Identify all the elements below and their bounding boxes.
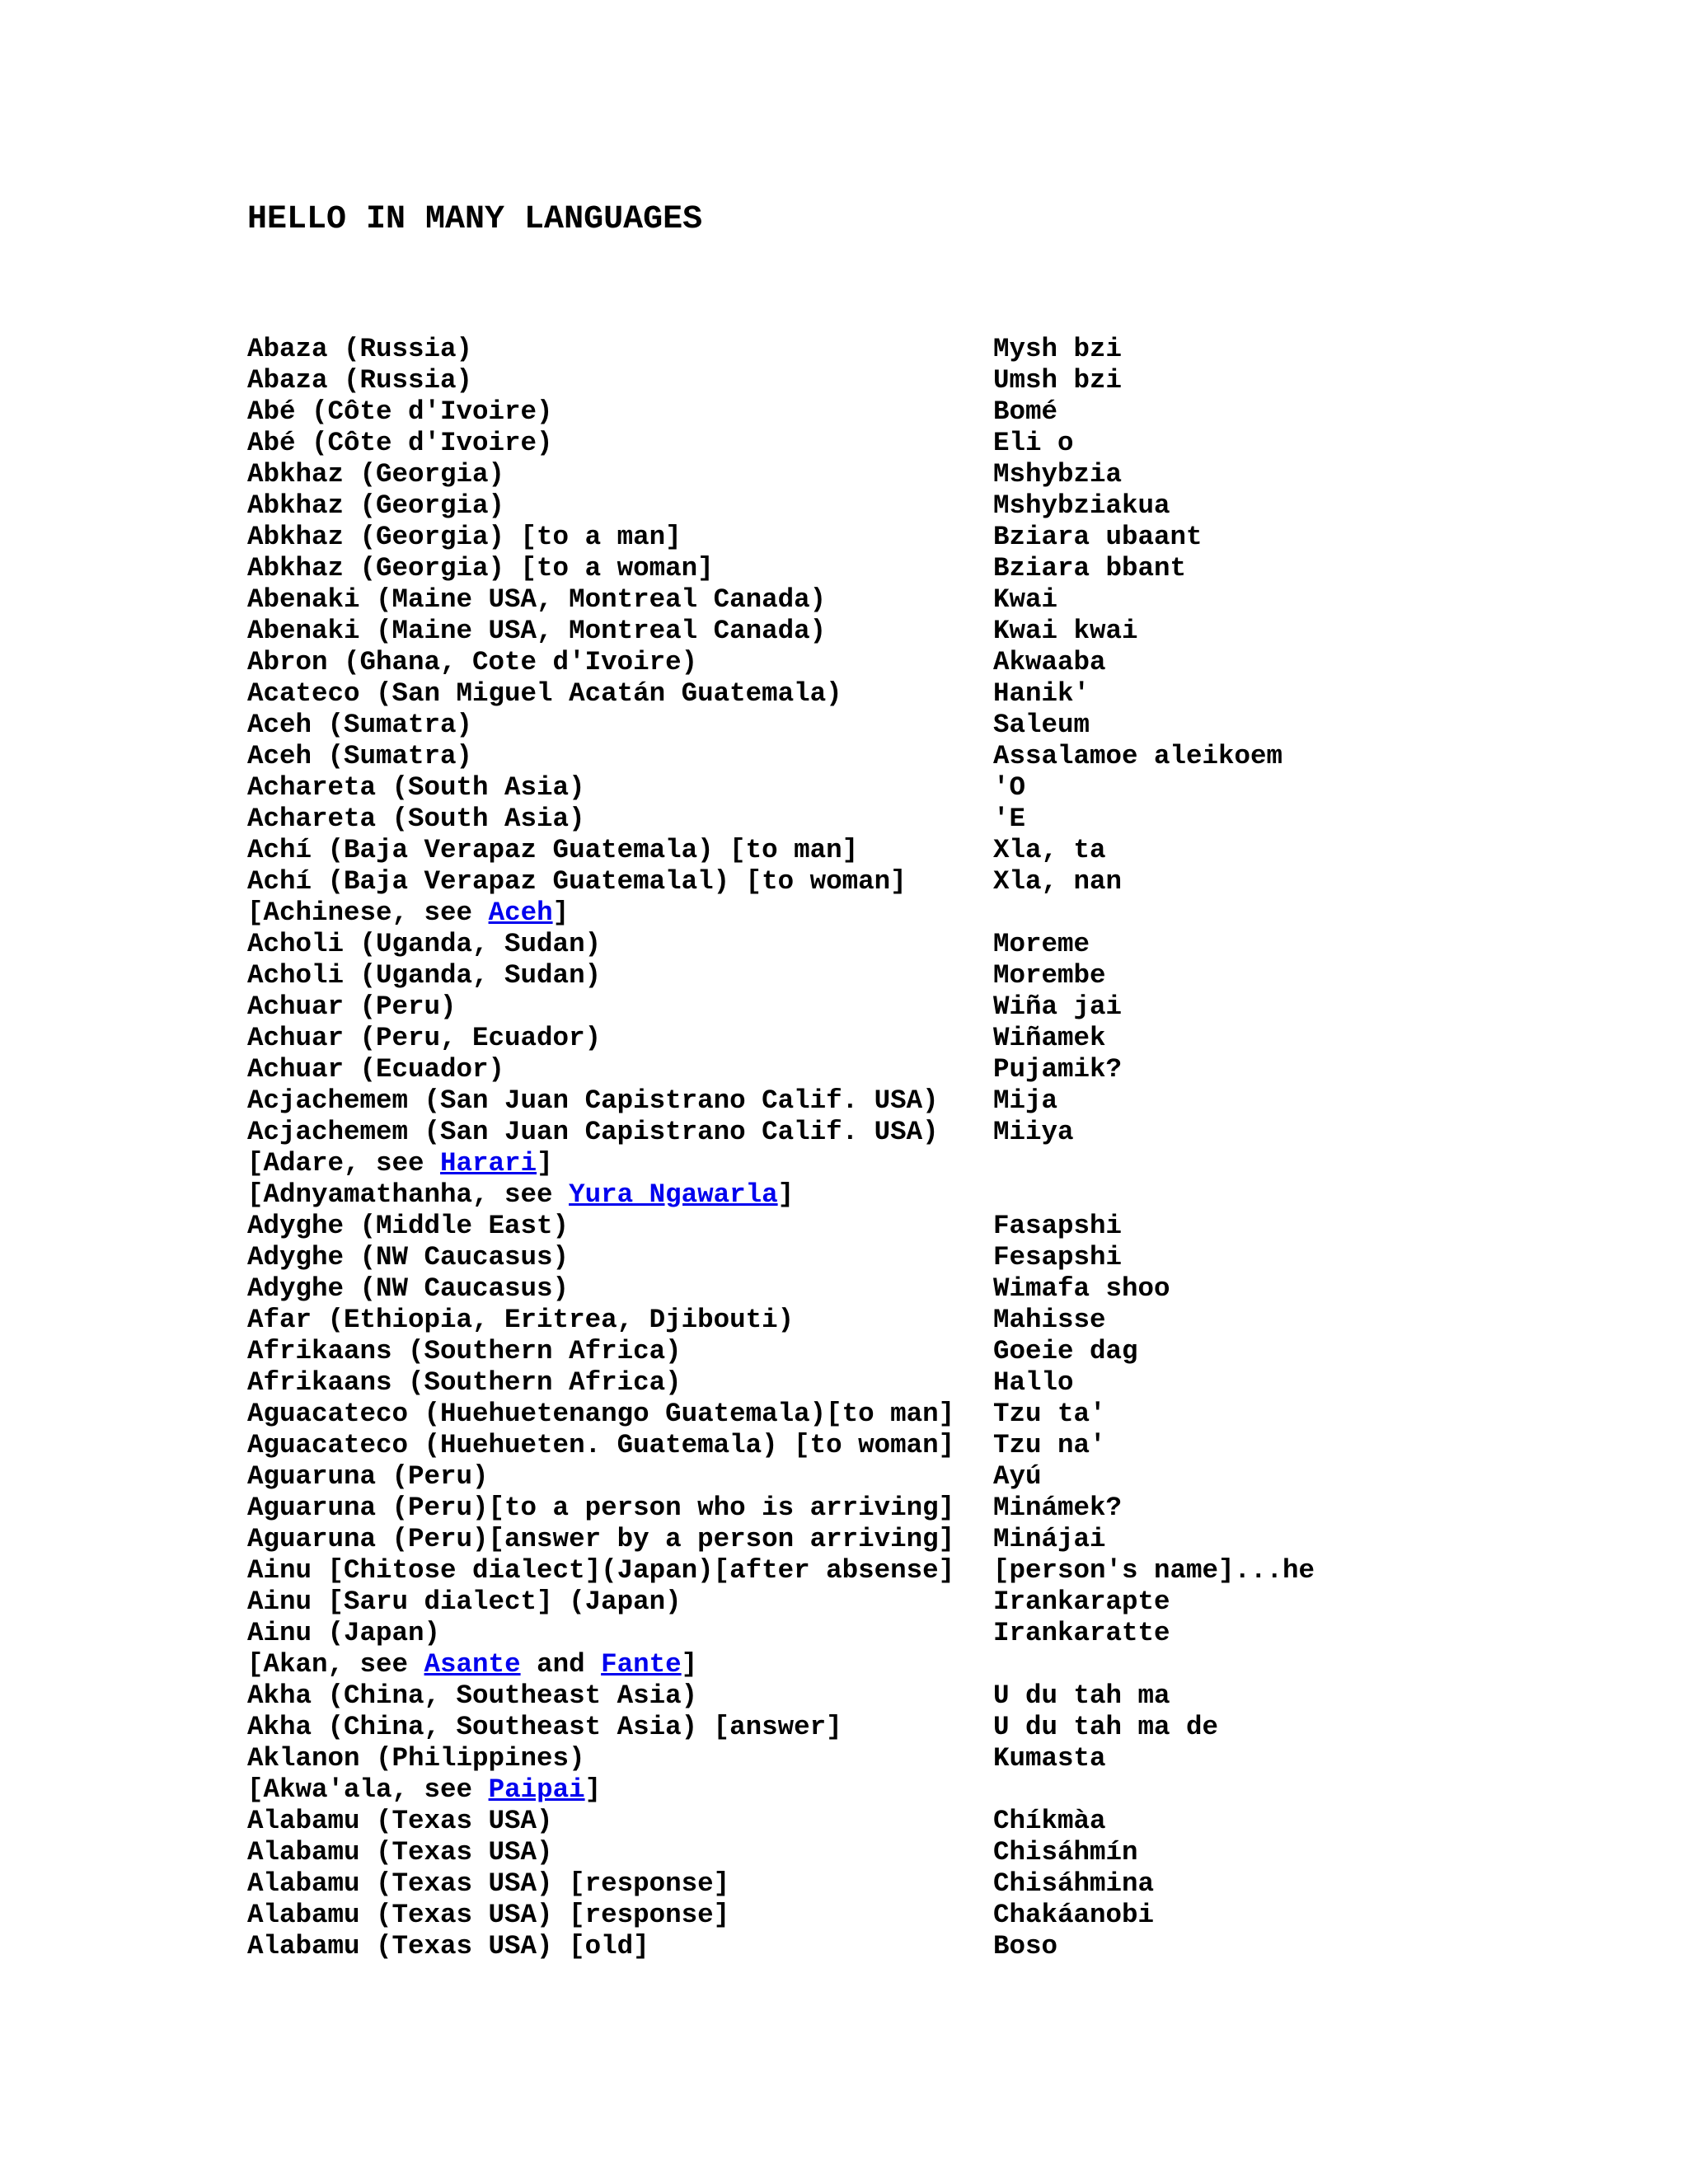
greeting-row — [247, 866, 1648, 898]
greeting-text: Mija — [993, 1085, 1058, 1116]
greeting-text: Chisáhmín — [993, 1837, 1138, 1868]
greeting-text: Kwai — [993, 584, 1058, 615]
greeting-text: Tzu na' — [993, 1430, 1106, 1460]
language-link[interactable]: Aceh — [488, 898, 553, 928]
greeting-row — [247, 1493, 1648, 1524]
language-name: Abkhaz (Georgia) [to a man] — [247, 522, 682, 552]
greeting-text: Bziara bbant — [993, 553, 1187, 583]
cross-reference-prefix: [Akan, see — [247, 1649, 424, 1680]
greeting-row — [247, 459, 1648, 490]
language-name: Aguacateco (Huehuetenango Guatemala)[to man] — [247, 1399, 955, 1429]
greeting-row — [247, 1399, 1648, 1430]
cross-reference — [247, 1774, 601, 1806]
language-name: Aklanon (Philippines) — [247, 1743, 585, 1774]
cross-reference-row — [247, 1179, 1648, 1211]
greeting-text: Wimafa shoo — [993, 1273, 1170, 1304]
greeting-text: Mysh bzi — [993, 334, 1123, 364]
greeting-row — [247, 1430, 1648, 1461]
greeting-text: Xla, nan — [993, 866, 1123, 897]
language-name: Aguaruna (Peru)[to a person who is arriving] — [247, 1493, 955, 1523]
language-name: Abkhaz (Georgia) [to a woman] — [247, 553, 714, 583]
cross-reference — [247, 898, 569, 929]
language-name: Aguaruna (Peru)[answer by a person arriving] — [247, 1524, 955, 1554]
greeting-text: Goeie dag — [993, 1336, 1138, 1366]
greeting-text: Irankaratte — [993, 1618, 1170, 1648]
greeting-row — [247, 929, 1648, 960]
cross-reference-prefix: [Adare, see — [247, 1148, 441, 1179]
greeting-row — [247, 1367, 1648, 1399]
greeting-row — [247, 1743, 1648, 1774]
greeting-row — [247, 1524, 1648, 1555]
greeting-row — [247, 678, 1648, 710]
cross-reference-prefix: [Adnyamathanha, see — [247, 1179, 570, 1210]
greeting-row — [247, 1837, 1648, 1868]
page-title: HELLO IN MANY LANGUAGES — [247, 201, 703, 238]
language-name: Achí (Baja Verapaz Guatemalal) [to woman] — [247, 866, 907, 897]
language-name: Aguacateco (Huehueten. Guatemala) [to woman] — [247, 1430, 955, 1460]
language-name: Abenaki (Maine USA, Montreal Canada) — [247, 616, 827, 646]
greeting-row — [247, 616, 1648, 647]
greeting-row — [247, 522, 1648, 553]
greeting-row — [247, 1586, 1648, 1618]
cross-reference-joiner: and — [520, 1649, 602, 1680]
language-name: Akha (China, Southeast Asia) — [247, 1680, 698, 1711]
greeting-text: Hallo — [993, 1367, 1074, 1398]
language-name: Ainu (Japan) — [247, 1618, 441, 1648]
greeting-text: Assalamoe aleikoem — [993, 741, 1283, 771]
cross-reference — [247, 1148, 553, 1179]
greeting-row — [247, 647, 1648, 678]
greeting-row — [247, 1336, 1648, 1367]
greeting-text: Kumasta — [993, 1743, 1106, 1774]
greeting-row — [247, 710, 1648, 741]
language-name: Abé (Côte d'Ivoire) — [247, 396, 553, 427]
language-link[interactable]: Asante — [424, 1649, 521, 1680]
language-name: Acholi (Uganda, Sudan) — [247, 960, 602, 991]
language-name: Afrikaans (Southern Africa) — [247, 1367, 682, 1398]
greeting-text: Bziara ubaant — [993, 522, 1203, 552]
cross-reference-suffix: ] — [681, 1649, 698, 1680]
language-name: Achí (Baja Verapaz Guatemala) [to man] — [247, 835, 859, 865]
greeting-text: Pujamik? — [993, 1054, 1123, 1085]
cross-reference-suffix: ] — [777, 1179, 795, 1210]
greeting-row — [247, 490, 1648, 522]
language-name: Abron (Ghana, Cote d'Ivoire) — [247, 647, 698, 677]
language-name: Ainu [Saru dialect] (Japan) — [247, 1586, 682, 1617]
greeting-row — [247, 1680, 1648, 1712]
greeting-text: Wiña jai — [993, 991, 1123, 1022]
greeting-text: [person's name]...he — [993, 1555, 1315, 1586]
language-name: Afrikaans (Southern Africa) — [247, 1336, 682, 1366]
greeting-row — [247, 553, 1648, 584]
language-name: Adyghe (Middle East) — [247, 1211, 570, 1241]
language-link[interactable]: Paipai — [488, 1774, 585, 1805]
language-name: Ainu [Chitose dialect](Japan)[after absense] — [247, 1555, 955, 1586]
language-link[interactable]: Harari — [440, 1148, 537, 1179]
greeting-row — [247, 1712, 1648, 1743]
greeting-row — [247, 584, 1648, 616]
cross-reference-suffix: ] — [537, 1148, 553, 1179]
greeting-row — [247, 365, 1648, 396]
language-name: Alabamu (Texas USA) [old] — [247, 1931, 649, 1961]
language-name: Alabamu (Texas USA) — [247, 1806, 553, 1836]
greeting-row — [247, 1868, 1648, 1900]
greeting-row — [247, 1900, 1648, 1931]
cross-reference-row — [247, 898, 1648, 929]
greeting-text: Irankarapte — [993, 1586, 1170, 1617]
cross-reference-prefix: [Akwa'ala, see — [247, 1774, 489, 1805]
greeting-text: Minámek? — [993, 1493, 1123, 1523]
greeting-text: Hanik' — [993, 678, 1090, 709]
greeting-row — [247, 1211, 1648, 1242]
greeting-text: Kwai kwai — [993, 616, 1138, 646]
cross-reference-row — [247, 1774, 1648, 1806]
greeting-row — [247, 1242, 1648, 1273]
greeting-text: Bomé — [993, 396, 1058, 427]
language-name: Achuar (Peru) — [247, 991, 457, 1022]
greeting-text: Tzu ta' — [993, 1399, 1106, 1429]
greeting-text: Moreme — [993, 929, 1090, 959]
greeting-text: Fesapshi — [993, 1242, 1123, 1272]
cross-reference-row — [247, 1649, 1648, 1680]
greeting-row — [247, 1618, 1648, 1649]
language-name: Aguaruna (Peru) — [247, 1461, 489, 1492]
language-name: Abé (Côte d'Ivoire) — [247, 428, 553, 458]
cross-reference — [247, 1179, 794, 1211]
language-name: Acjachemem (San Juan Capistrano Calif. USA) — [247, 1085, 939, 1116]
greeting-text: Ayú — [993, 1461, 1042, 1492]
language-name: Adyghe (NW Caucasus) — [247, 1242, 570, 1272]
language-name: Abenaki (Maine USA, Montreal Canada) — [247, 584, 827, 615]
greeting-row — [247, 1806, 1648, 1837]
language-name: Alabamu (Texas USA) [response] — [247, 1900, 730, 1930]
greeting-text: Eli o — [993, 428, 1074, 458]
language-name: Akha (China, Southeast Asia) [answer] — [247, 1712, 842, 1742]
language-name: Abaza (Russia) — [247, 365, 473, 396]
language-name: Achareta (South Asia) — [247, 804, 585, 834]
greeting-text: Chíkmàa — [993, 1806, 1106, 1836]
greeting-text: U du tah ma de — [993, 1712, 1219, 1742]
greeting-text: Morembe — [993, 960, 1106, 991]
cross-reference-prefix: [Achinese, see — [247, 898, 489, 928]
greeting-row — [247, 1931, 1648, 1962]
greeting-text: Boso — [993, 1931, 1058, 1961]
greeting-text: Akwaaba — [993, 647, 1106, 677]
language-name: Abkhaz (Georgia) — [247, 490, 505, 521]
language-name: Aceh (Sumatra) — [247, 710, 473, 740]
cross-reference-row — [247, 1148, 1648, 1179]
greeting-row — [247, 428, 1648, 459]
language-name: Aceh (Sumatra) — [247, 741, 473, 771]
greeting-row — [247, 991, 1648, 1023]
cross-reference — [247, 1649, 697, 1680]
language-name: Abaza (Russia) — [247, 334, 473, 364]
greeting-row — [247, 334, 1648, 365]
language-name: Achuar (Ecuador) — [247, 1054, 505, 1085]
greeting-row — [247, 396, 1648, 428]
greeting-text: Umsh bzi — [993, 365, 1123, 396]
greeting-text: 'O — [993, 772, 1026, 803]
greeting-row — [247, 1555, 1648, 1586]
greeting-row — [247, 1305, 1648, 1336]
greeting-list — [247, 334, 1648, 1962]
cross-reference-suffix: ] — [584, 1774, 602, 1805]
greeting-text: Mshybziakua — [993, 490, 1170, 521]
language-name: Acjachemem (San Juan Capistrano Calif. USA) — [247, 1117, 939, 1147]
greeting-text: Fasapshi — [993, 1211, 1123, 1241]
greeting-row — [247, 741, 1648, 772]
greeting-row — [247, 772, 1648, 804]
cross-reference-suffix: ] — [552, 898, 570, 928]
greeting-text: Wiñamek — [993, 1023, 1106, 1053]
greeting-text: Chakáanobi — [993, 1900, 1155, 1930]
language-name: Adyghe (NW Caucasus) — [247, 1273, 570, 1304]
greeting-row — [247, 1054, 1648, 1085]
greeting-text: U du tah ma — [993, 1680, 1170, 1711]
greeting-text: Mshybzia — [993, 459, 1123, 490]
language-name: Acateco (San Miguel Acatán Guatemala) — [247, 678, 842, 709]
greeting-row — [247, 804, 1648, 835]
language-name: Achareta (South Asia) — [247, 772, 585, 803]
greeting-row — [247, 1461, 1648, 1493]
greeting-text: Minájai — [993, 1524, 1106, 1554]
greeting-row — [247, 1085, 1648, 1117]
language-name: Afar (Ethiopia, Eritrea, Djibouti) — [247, 1305, 795, 1335]
greeting-text: 'E — [993, 804, 1026, 834]
greeting-text: Chisáhmina — [993, 1868, 1155, 1899]
language-name: Alabamu (Texas USA) [response] — [247, 1868, 730, 1899]
language-name: Acholi (Uganda, Sudan) — [247, 929, 602, 959]
greeting-text: Mahisse — [993, 1305, 1106, 1335]
greeting-row — [247, 1023, 1648, 1054]
language-link[interactable]: Yura Ngawarla — [569, 1179, 778, 1210]
language-name: Abkhaz (Georgia) — [247, 459, 505, 490]
language-name: Achuar (Peru, Ecuador) — [247, 1023, 602, 1053]
greeting-row — [247, 960, 1648, 991]
greeting-text: Xla, ta — [993, 835, 1106, 865]
language-name: Alabamu (Texas USA) — [247, 1837, 553, 1868]
language-link[interactable]: Fante — [601, 1649, 682, 1680]
greeting-row — [247, 1273, 1648, 1305]
greeting-row — [247, 835, 1648, 866]
greeting-row — [247, 1117, 1648, 1148]
greeting-text: Saleum — [993, 710, 1090, 740]
greeting-text: Miiya — [993, 1117, 1074, 1147]
